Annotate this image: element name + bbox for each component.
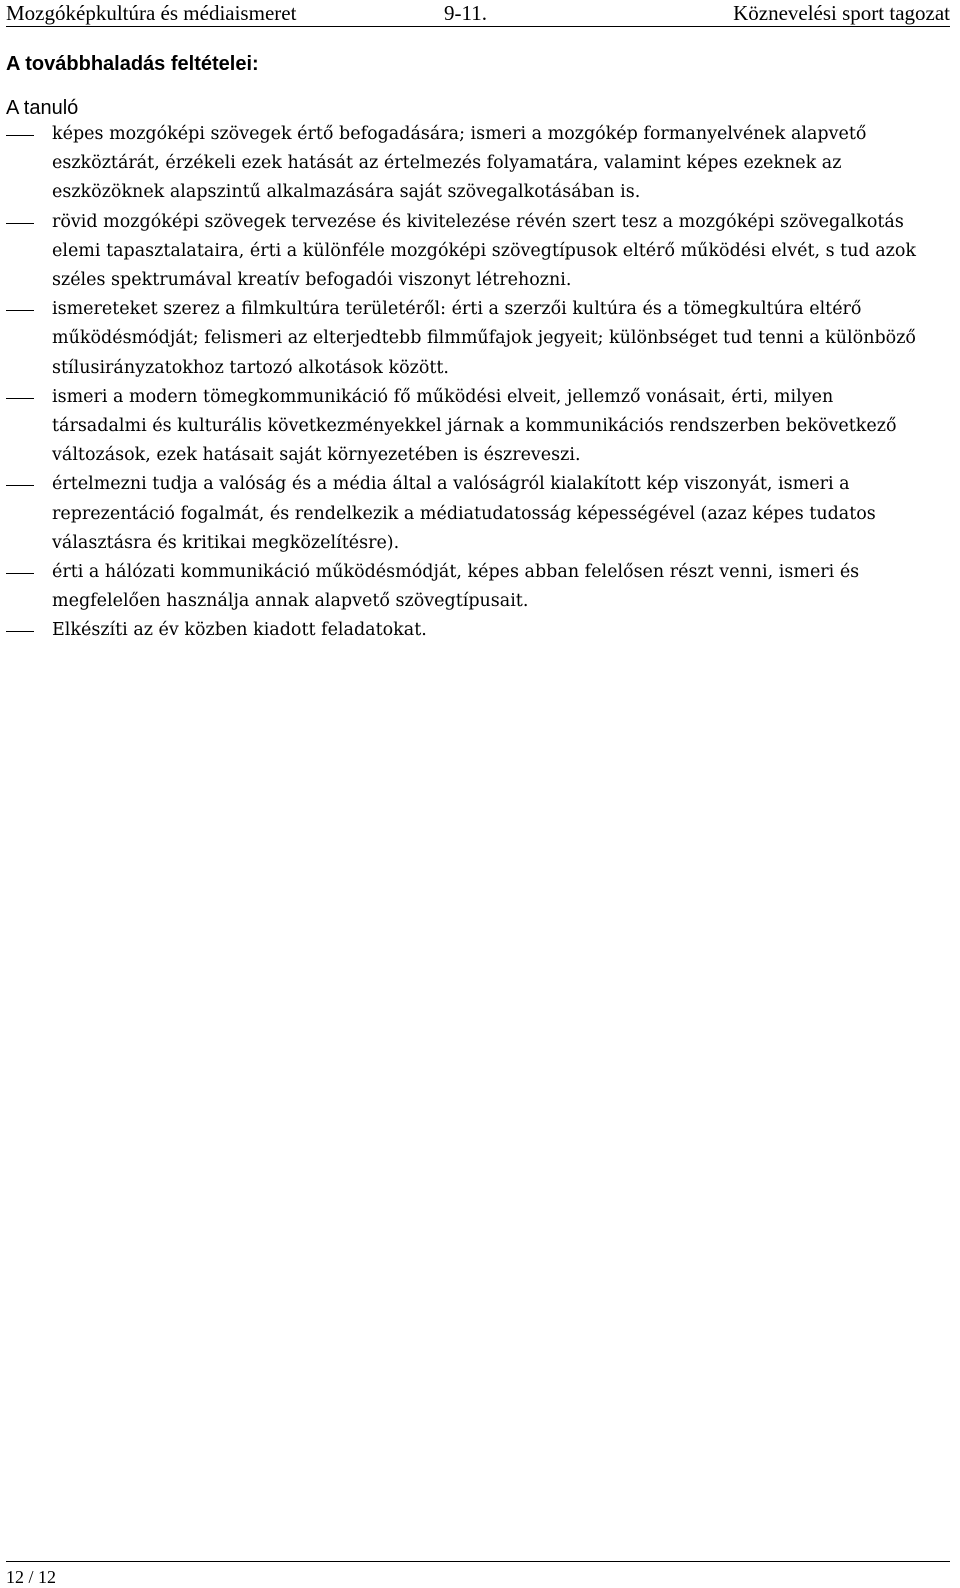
list-item: [6, 120, 931, 208]
list-item: [6, 383, 931, 471]
list-item-text: ismereteket szerez a filmkultúra területéről: érti a szerzői kultúra és a tömegkultúra eltérő működésmódját; felismeri az elterjedtebb filmműfajok jegyeit; különbséget tud tenni a különböző stílusirányzatokhoz tartozó alkotások között.: [52, 299, 916, 378]
list-item-text: érti a hálózati kommunikáció működésmódját, képes abban felelősen részt venni, ismeri és megfelelően használja annak alapvető szövegtípusait.: [52, 562, 860, 612]
list-item-text: rövid mozgóképi szövegek tervezése és kivitelezése révén szert tesz a mozgóképi szövegalkotás elemi tapasztalataira, érti a különféle mozgóképi szövegtípusok eltérő működési elvét, s tud azok széles spektrumával kreatív befogadói viszonyt létrehozni.: [52, 211, 917, 291]
list-item-text: ismeri a modern tömegkommunikáció fő működési elveit, jellemző vonásait, érti, milyen társadalmi és kulturális következményekkel járnak a kommunikációs rendszerben bekövetkező változások, ezek hatásait saját környezetében is észreveszi.: [52, 386, 897, 466]
page-number: 12 / 12: [6, 1567, 57, 1587]
list-item-text: képes mozgóképi szövegek értő befogadására; ismeri a mozgókép formanyelvének alapvető eszköztárát, érzékeli ezek hatását az értelmezés folyamatára, valamint képes ezeknek az eszközöknek alapszintű alkalmazására saját szövegalkotásában is.: [52, 124, 867, 203]
list-item: [6, 295, 931, 383]
header-grades: 9-11.: [444, 1, 487, 25]
header-program: Köznevelési sport tagozat: [733, 1, 950, 25]
section-intro: A tanuló: [6, 97, 79, 119]
running-header: [6, 0, 950, 27]
list-item: [6, 558, 931, 616]
list-item-text: értelmezni tudja a valóság és a média által a valóságról kialakított kép viszonyát, ismeri a reprezentáció fogalmát, és rendelkezik a médiatudatosság képességével (azaz képes tudatos választásra és kritikai megközelítésre).: [52, 474, 876, 553]
running-footer: [6, 1561, 950, 1588]
header-subject: Mozgóképkultúra és médiaismeret: [6, 1, 297, 25]
list-item: [6, 208, 931, 296]
section-heading: A továbbhaladás feltételei:: [6, 53, 259, 75]
list-item: [6, 470, 931, 558]
list-item: [6, 616, 931, 645]
outcome-list: [6, 120, 931, 646]
list-item-text: Elkészíti az év közben kiadott feladatokat.: [52, 620, 427, 641]
